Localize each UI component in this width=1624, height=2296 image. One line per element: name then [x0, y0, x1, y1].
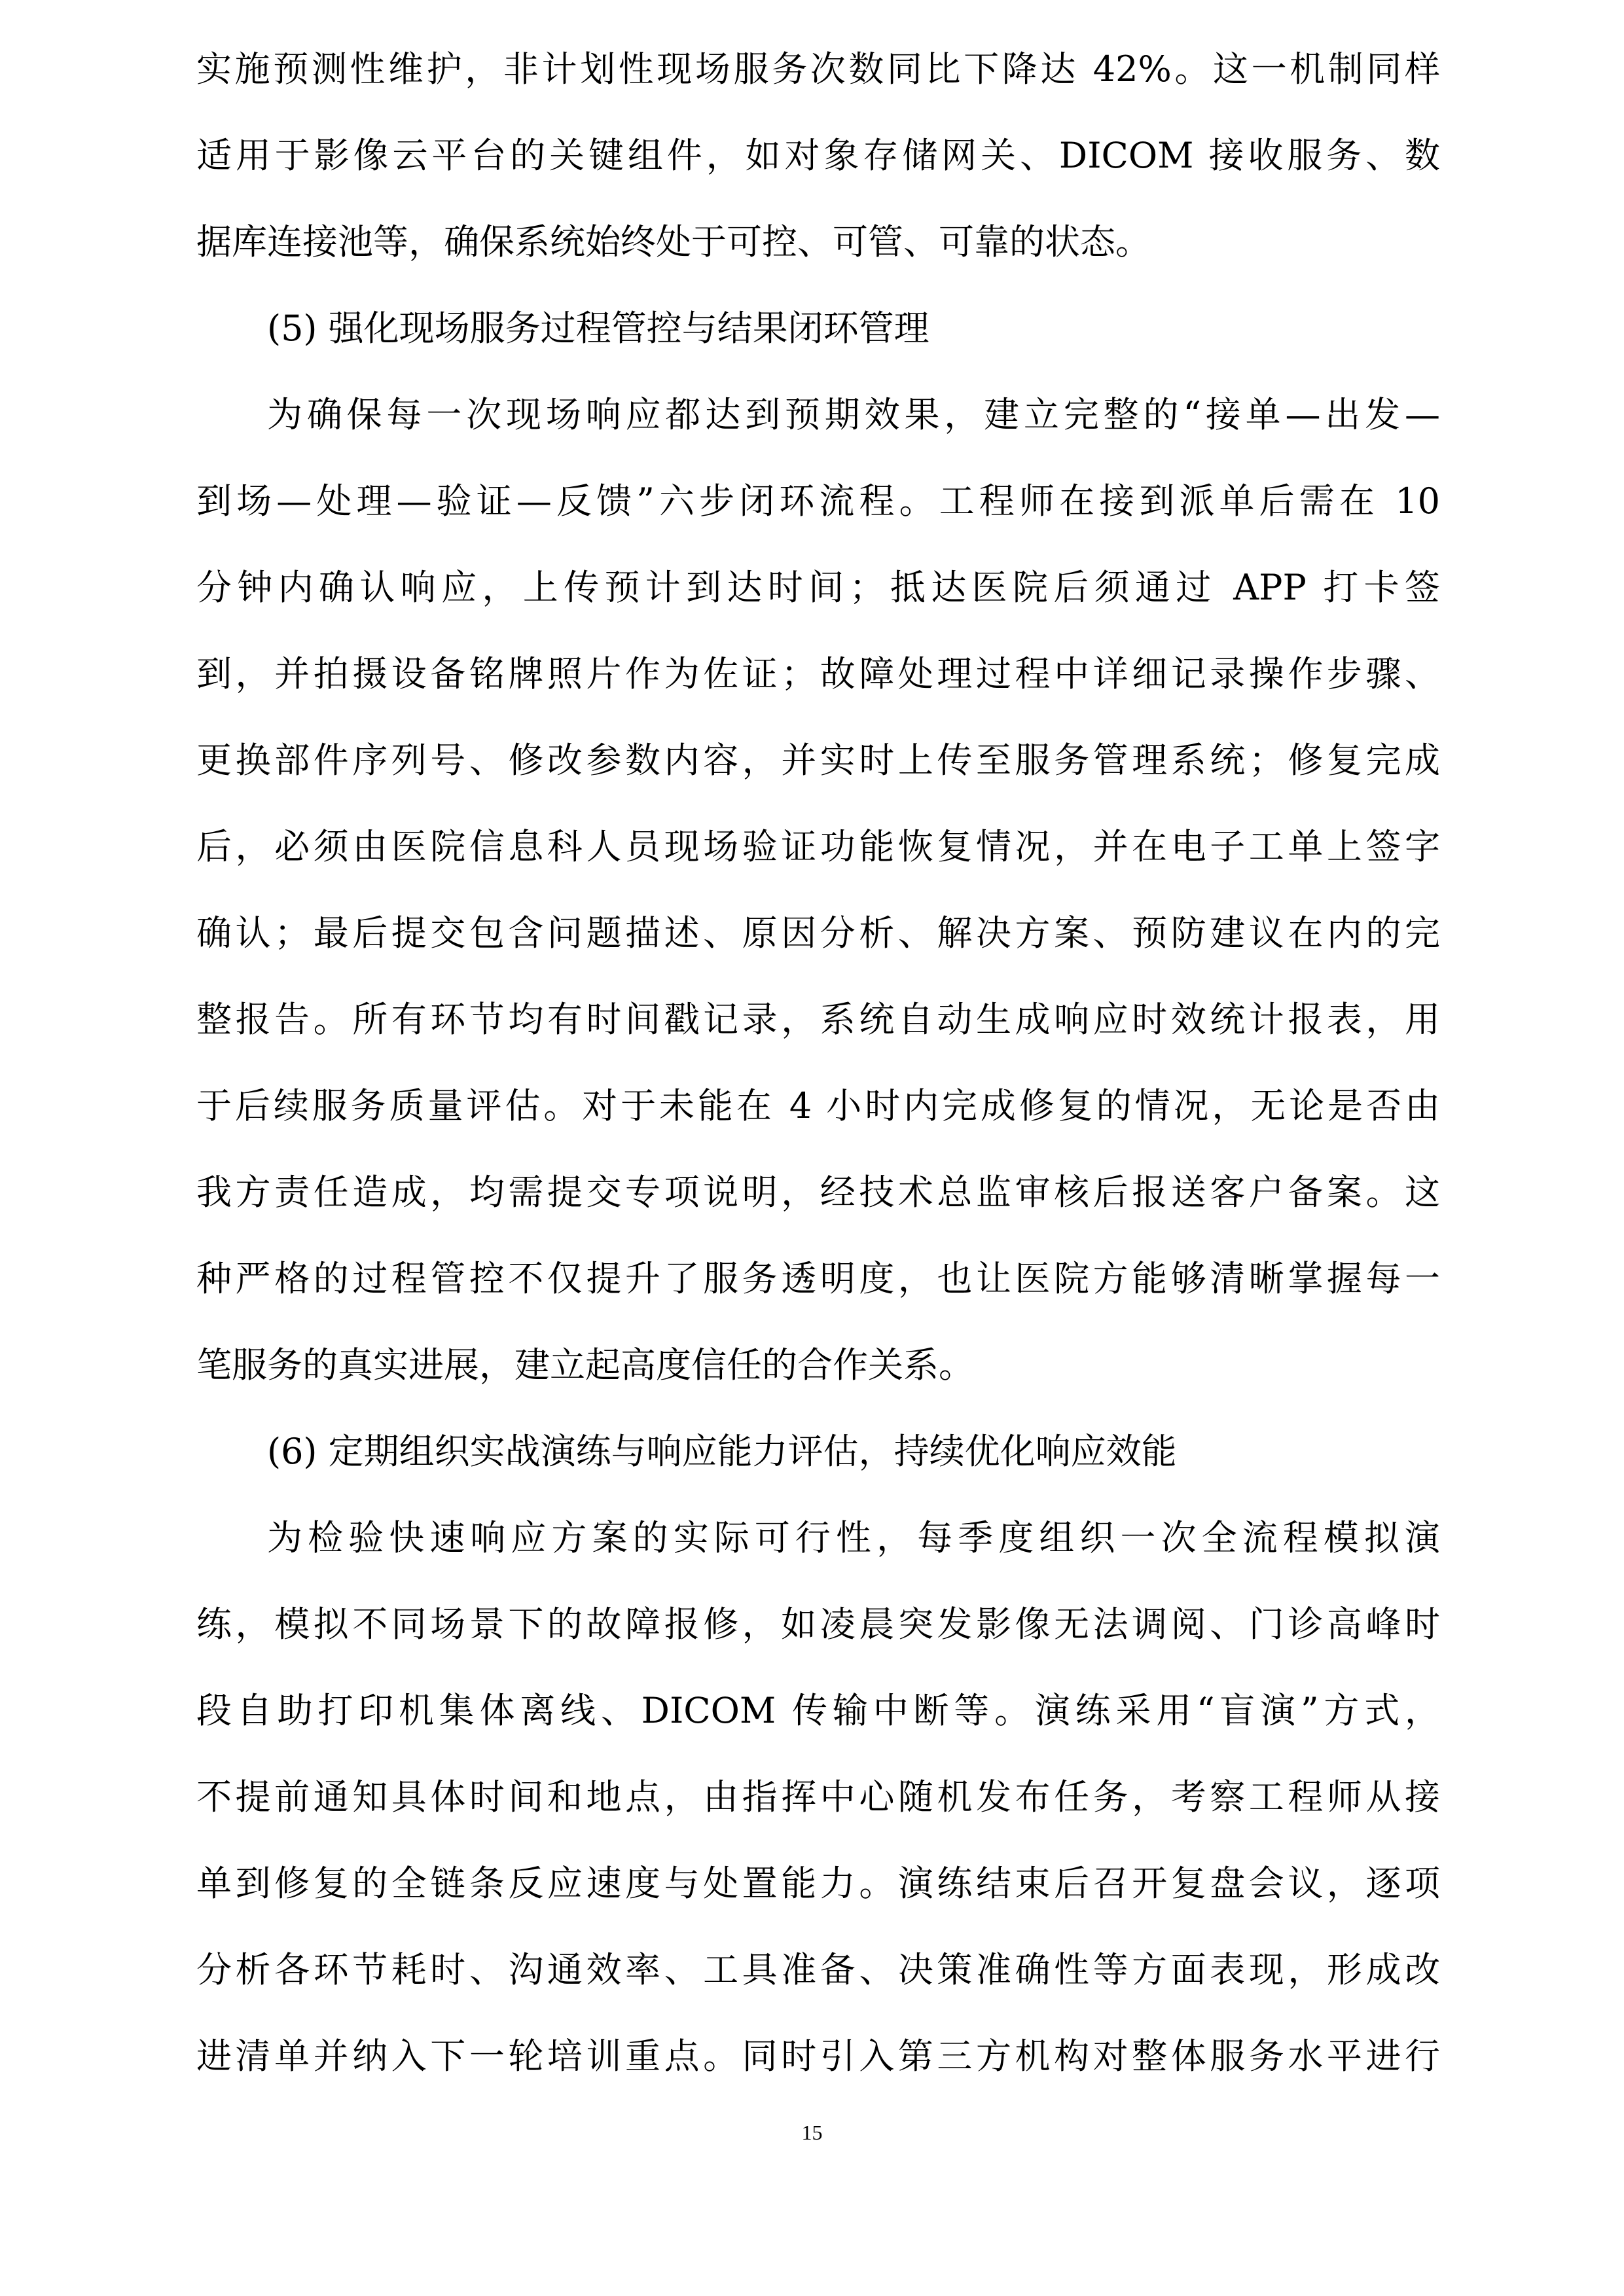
text-line: 更换部件序列号、修改参数内容，并实时上传至服务管理系统；修复完成 [196, 740, 1440, 781]
text-line: 为确保每一次现场响应都达到预期效果，建立完整的“接单—出发— [267, 394, 1440, 435]
text-line: 到，并拍摄设备铭牌照片作为佐证；故障处理过程中详细记录操作步骤、 [196, 653, 1440, 694]
text-line: 为检验快速响应方案的实际可行性，每季度组织一次全流程模拟演 [267, 1517, 1440, 1558]
section-heading: (5) 强化现场服务过程管控与结果闭环管理 [267, 308, 929, 349]
text-line: 于后续服务质量评估。对于未能在 4 小时内完成修复的情况，无论是否由 [196, 1085, 1440, 1126]
text-line: 段自助打印机集体离线、DICOM 传输中断等。演练采用“盲演”方式， [196, 1690, 1440, 1731]
text-line: 适用于影像云平台的关键组件，如对象存储网关、DICOM 接收服务、数 [196, 135, 1440, 176]
section-heading: (6) 定期组织实战演练与响应能力评估，持续优化响应效能 [267, 1431, 1177, 1472]
text-line: 单到修复的全链条反应速度与处置能力。演练结束后召开复盘会议，逐项 [196, 1863, 1440, 1904]
text-line: 练，模拟不同场景下的故障报修，如凌晨突发影像无法调阅、门诊高峰时 [196, 1604, 1440, 1645]
text-line: 种严格的过程管控不仅提升了服务透明度，也让医院方能够清晰掌握每一 [196, 1258, 1440, 1299]
document-body [196, 43, 1440, 2117]
text-line: 笔服务的真实进展，建立起高度信任的合作关系。 [196, 1344, 974, 1386]
text-line: 实施预测性维护，非计划性现场服务次数同比下降达 42%。这一机制同样 [196, 48, 1440, 90]
text-line: 分析各环节耗时、沟通效率、工具准备、决策准确性等方面表现，形成改 [196, 1949, 1440, 1990]
text-line: 不提前通知具体时间和地点，由指挥中心随机发布任务，考察工程师从接 [196, 1776, 1440, 1818]
text-line: 后，必须由医院信息科人员现场验证功能恢复情况，并在电子工单上签字 [196, 826, 1440, 867]
page-number: 15 [801, 2121, 823, 2144]
text-line: 分钟内确认响应，上传预计到达时间；抵达医院后须通过 APP 打卡签 [196, 567, 1440, 608]
text-line: 整报告。所有环节均有时间戳记录，系统自动生成响应时效统计报表，用 [196, 999, 1440, 1040]
text-line: 确认；最后提交包含问题描述、原因分析、解决方案、预防建议在内的完 [196, 912, 1440, 954]
text-line: 我方责任造成，均需提交专项说明，经技术总监审核后报送客户备案。这 [196, 1172, 1440, 1213]
text-line: 到场—处理—验证—反馈”六步闭环流程。工程师在接到派单后需在 10 [196, 480, 1440, 522]
text-line: 据库连接池等，确保系统始终处于可控、可管、可靠的状态。 [196, 221, 1151, 262]
text-line: 进清单并纳入下一轮培训重点。同时引入第三方机构对整体服务水平进行 [196, 2036, 1440, 2077]
